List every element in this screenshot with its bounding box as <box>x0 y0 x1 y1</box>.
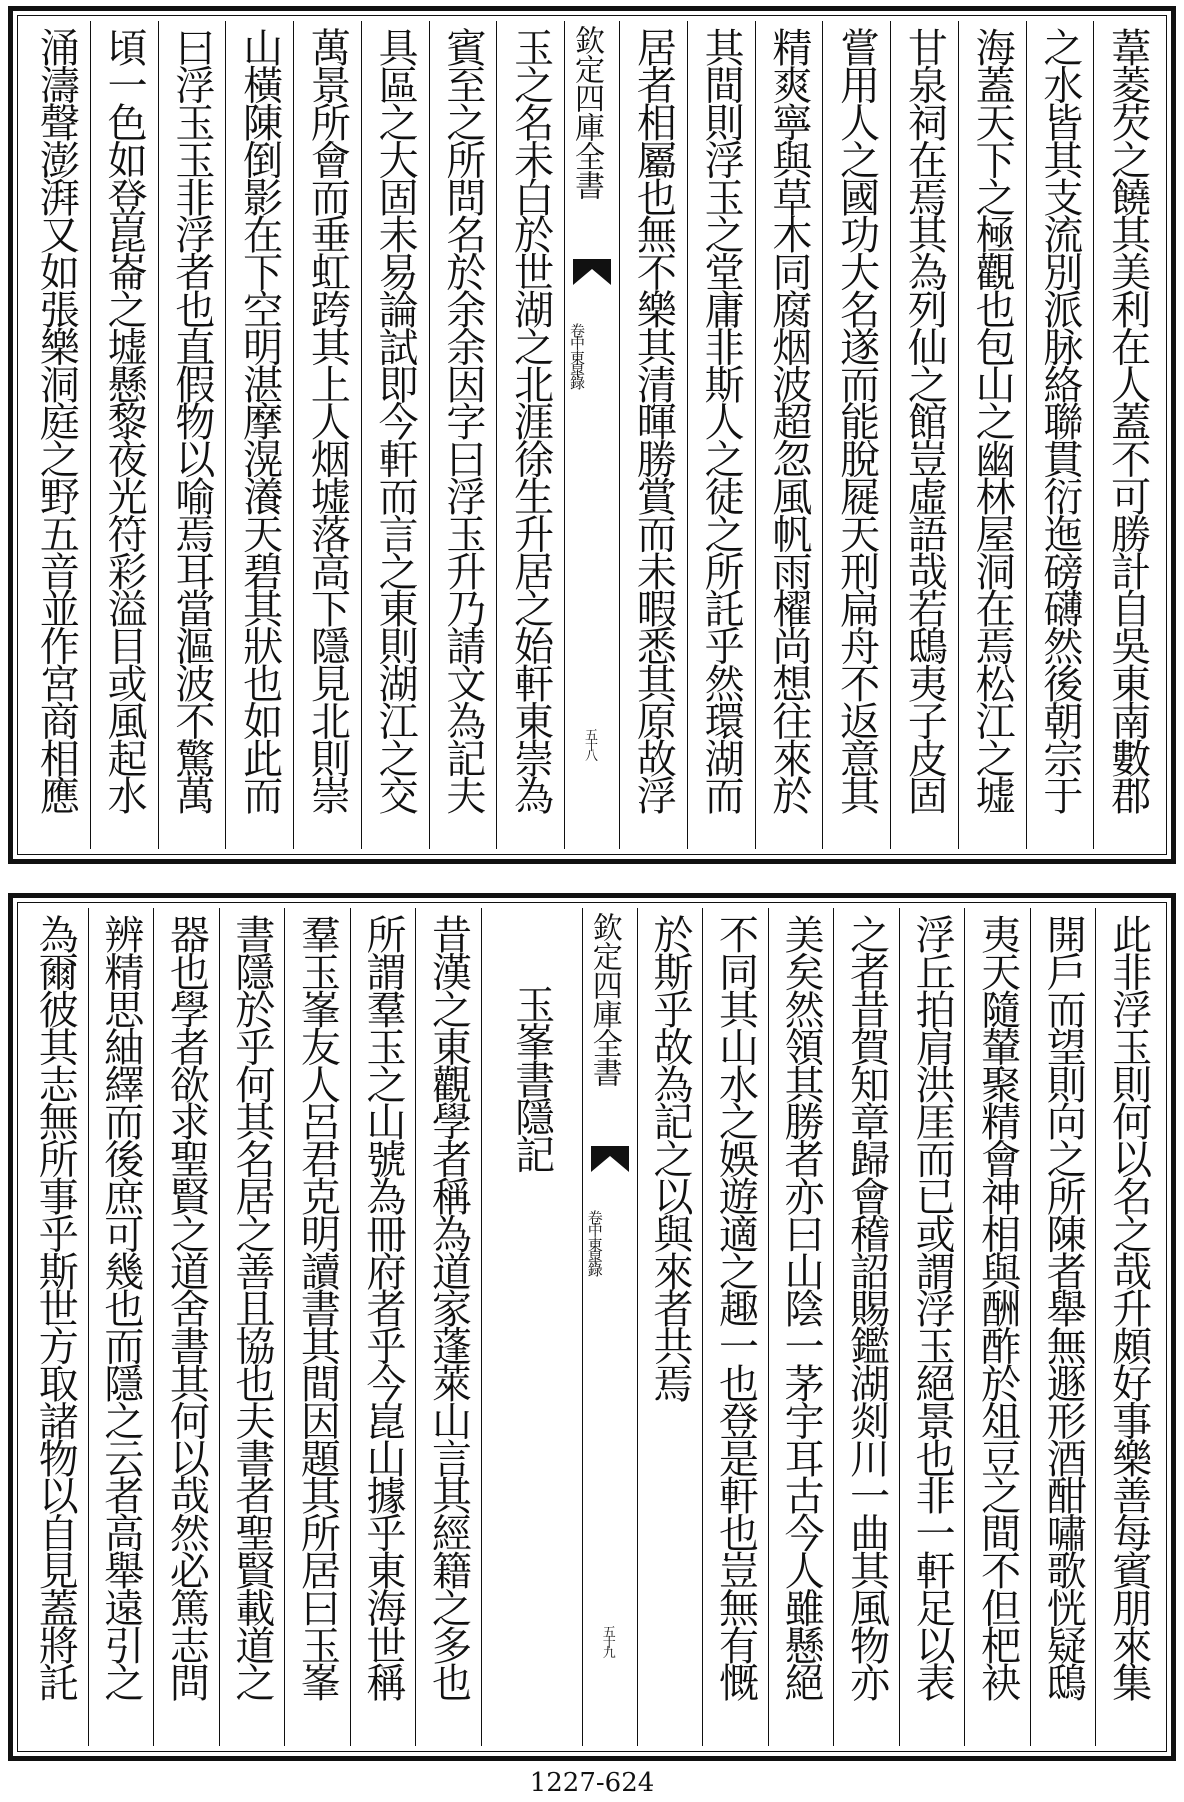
text-column: 萬景所會而垂虹跨其上人烟墟落高下隱見北則崇 <box>293 21 361 849</box>
catalog-number: 1227-624 <box>529 1768 655 1798</box>
text-column: 頃一色如登崑崙之墟懸黎夜光符彩溢目或風起水 <box>90 21 158 849</box>
text-column: 浮丘拍肩洪厓而已或謂浮玉絕景也非一軒足以表 <box>899 908 965 1746</box>
book-header: 欽定四庫全書 <box>586 912 622 1086</box>
page-center-strip <box>564 21 619 849</box>
text-column: 之者昔賀知章歸會稽詔賜鑑湖剡川一曲其風物亦 <box>833 908 899 1746</box>
text-column: 器也學者欲求聖賢之道舍書其何以哉然必篤志問 <box>153 908 219 1746</box>
text-column: 羣玉峯友人呂君克明讀書其間因題其所居曰玉峯 <box>284 908 350 1746</box>
text-column: 居者相屬也無不樂其清暉勝賞而未暇悉其原故浮 <box>619 21 687 849</box>
text-column: 辨精思紬繹而後庶可幾也而隱之云者高舉遠引之 <box>88 908 154 1746</box>
text-column: 葦菱芡之饒其美利在人蓋不可勝計自吳東南數郡 <box>1093 21 1161 849</box>
volume-label: 東皐錄 卷中 <box>568 323 586 388</box>
text-column: 精爽寧與草木同腐烟波超忽風帆雨櫂尚想往來於 <box>755 21 823 849</box>
text-column: 夷天隨輦聚精會神相與酬酢於俎豆之間不但杷袂 <box>964 908 1030 1746</box>
text-column: 其間則浮玉之堂庸非斯人之徒之所託乎然環湖而 <box>687 21 755 849</box>
text-column: 嘗用人之國功大名遂而能脫屣天刑扁舟不返意其 <box>822 21 890 849</box>
text-column: 為爾彼其志無所事乎斯世方取諸物以自見蓋將託 <box>32 914 79 1700</box>
text-column: 曰浮玉玉非浮者也直假物以喻焉耳當漚波不驚萬 <box>158 21 226 849</box>
essay-title: 玉峯書隱記 <box>481 908 582 1746</box>
text-column: 所謂羣玉之山號為冊府者乎今崑山據乎東海世稱 <box>350 908 416 1746</box>
book-header: 欽定四庫全書 <box>569 25 604 199</box>
text-column: 昔漢之東觀學者稱為道家蓬萊山言其經籍之多也 <box>415 908 481 1746</box>
text-column: 開戶而望則向之所陳者舉無遯形酒酣嘯歌恍疑鴟 <box>1030 908 1096 1746</box>
text-column: 玉之名未白於世湖之北涯徐生升居之始軒東崇為 <box>496 21 564 849</box>
bottom-page <box>8 893 1176 1761</box>
page-number: 五十八 <box>582 727 597 759</box>
volume-label: 東皐錄 卷中 <box>585 1210 604 1275</box>
fish-tail-mark-icon <box>573 259 611 285</box>
text-column: 涌濤聲澎湃又如張樂洞庭之野五音並作宮商相應 <box>33 27 80 813</box>
text-column: 山橫陳倒影在下空明湛摩滉瀁天碧其狀也如此而 <box>225 21 293 849</box>
text-column: 之水皆其支流別派脉絡聯貫衍迤磅礴然後朝宗于 <box>1026 21 1094 849</box>
page-number: 五十九 <box>599 1624 615 1656</box>
text-column: 不同其山水之娛遊適之趣一也登是軒也豈無有慨 <box>702 908 768 1746</box>
text-column: 美矣然領其勝者亦曰山陰一茅宇耳古今人雖懸絕 <box>768 908 834 1746</box>
text-column: 此非浮玉則何以名之哉升頗好事樂善每賓朋來集 <box>1095 908 1161 1746</box>
text-column: 海蓋天下之極觀也包山之幽林屋洞在焉松江之墟 <box>958 21 1026 849</box>
page-center-strip <box>582 908 637 1746</box>
fish-tail-mark-icon <box>591 1146 629 1172</box>
top-page <box>8 6 1176 864</box>
text-column: 賓至之所問名於余余因字曰浮玉升乃請文為記夫 <box>429 21 497 849</box>
text-column: 具區之大固未易論試即今軒而言之東則湖江之交 <box>361 21 429 849</box>
text-column: 書隱於乎何其名居之善且協也夫書者聖賢載道之 <box>219 908 285 1746</box>
text-column: 於斯乎故為記之以與來者共焉 <box>637 908 703 1746</box>
text-column: 甘泉祠在焉其為列仙之館豈虛語哉若鴟夷子皮固 <box>890 21 958 849</box>
